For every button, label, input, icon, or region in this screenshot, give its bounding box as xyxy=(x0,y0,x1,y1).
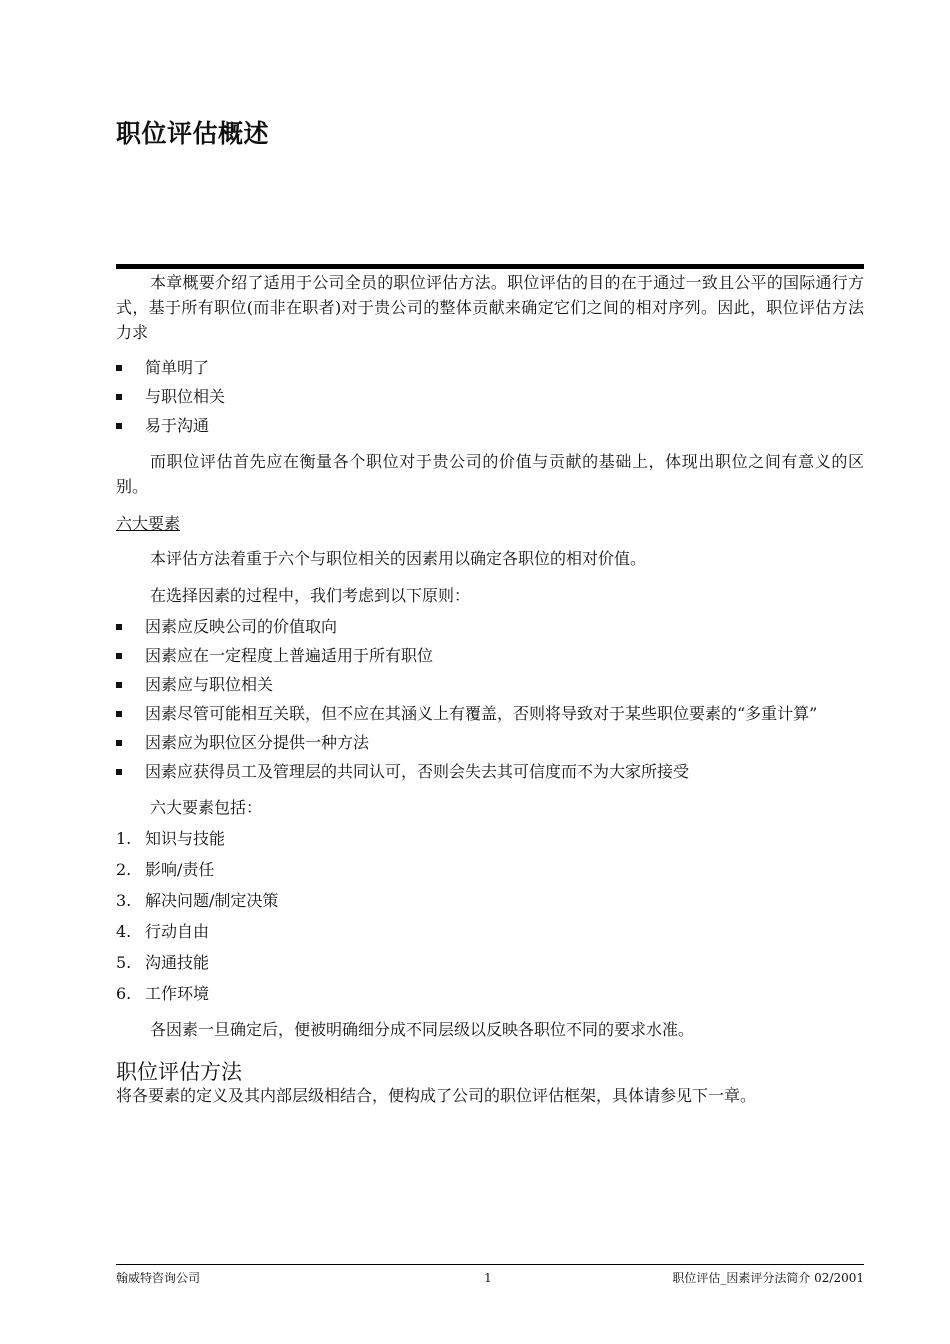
six-factors-heading: 六大要素 xyxy=(116,514,181,533)
footer-company: 翰威特咨询公司 xyxy=(116,1271,201,1285)
footer-divider xyxy=(116,1264,864,1265)
list-item: 因素应为职位区分提供一种方法 xyxy=(116,732,864,754)
list-item: 4. 行动自由 xyxy=(116,922,210,941)
list-item: 因素应获得员工及管理层的共同认可，否则会失去其可信度而不为大家所接受 xyxy=(116,761,864,783)
bullet-icon xyxy=(116,740,122,746)
list-item: 与职位相关 xyxy=(116,386,864,408)
list-number: 1. xyxy=(116,829,132,848)
list-number: 6. xyxy=(116,984,132,1003)
intro-bullet-list xyxy=(116,357,864,437)
six-factors-paragraph-2: 在选择因素的过程中，我们考虑到以下原则： xyxy=(150,586,471,605)
list-item: 因素应在一定程度上普遍适用于所有职位 xyxy=(116,645,864,667)
footer-page-number: 1 xyxy=(484,1271,492,1285)
six-factors-closing: 各因素一旦确定后，便被明确细分成不同层级以反映各职位不同的要求水准。 xyxy=(150,1020,695,1039)
factors-list-intro: 六大要素包括： xyxy=(150,798,263,817)
method-paragraph: 将各要素的定义及其内部层级相结合，便构成了公司的职位评估框架，具体请参见下一章。 xyxy=(116,1086,757,1105)
bullet-icon xyxy=(116,653,122,659)
method-heading: 职位评估方法 xyxy=(116,1060,242,1084)
intro-paragraph-2: 而职位评估首先应在衡量各个职位对于贵公司的价值与贡献的基础上，体现出职位之间有意义的区别。 xyxy=(116,452,864,496)
bullet-icon xyxy=(116,624,122,630)
bullet-icon xyxy=(116,769,122,775)
list-item: 因素尽管可能相互关联，但不应在其涵义上有覆盖，否则将导致对于某些职位要素的“多重计算” xyxy=(116,703,864,725)
list-number: 4. xyxy=(116,922,132,941)
bullet-icon xyxy=(116,711,122,717)
list-number: 3. xyxy=(116,891,132,910)
list-item: 5. 沟通技能 xyxy=(116,953,210,972)
page-title: 职位评估概述 xyxy=(116,119,270,148)
intro-paragraph: 本章概要介绍了适用于公司全员的职位评估方法。职位评估的目的在于通过一致且公平的国际通行方式，基于所有职位(而非在职者)对于贵公司的整体贡献来确定它们之间的相对序列。因此，职位评估方法力求 xyxy=(116,273,864,342)
list-number: 2. xyxy=(116,860,132,879)
list-item: 3. 解决问题/制定决策 xyxy=(116,891,279,910)
principles-list xyxy=(116,616,864,783)
list-number: 5. xyxy=(116,953,132,972)
bullet-icon xyxy=(116,423,122,429)
bullet-icon xyxy=(116,682,122,688)
list-item: 因素应与职位相关 xyxy=(116,674,864,696)
list-item: 6. 工作环境 xyxy=(116,984,210,1003)
bullet-icon xyxy=(116,394,122,400)
bullet-icon xyxy=(116,365,122,371)
list-item: 2. 影响/责任 xyxy=(116,860,215,879)
factors-list xyxy=(116,828,864,1005)
six-factors-paragraph-1: 本评估方法着重于六个与职位相关的因素用以确定各职位的相对价值。 xyxy=(150,549,647,568)
footer-document-title: 职位评估_因素评分法简介 02/2001 xyxy=(672,1271,864,1285)
list-item: 简单明了 xyxy=(116,357,864,379)
list-item: 因素应反映公司的价值取向 xyxy=(116,616,864,638)
list-item: 1. 知识与技能 xyxy=(116,829,226,848)
top-divider xyxy=(116,264,864,269)
list-item: 易于沟通 xyxy=(116,415,864,437)
main-content xyxy=(116,270,864,1108)
